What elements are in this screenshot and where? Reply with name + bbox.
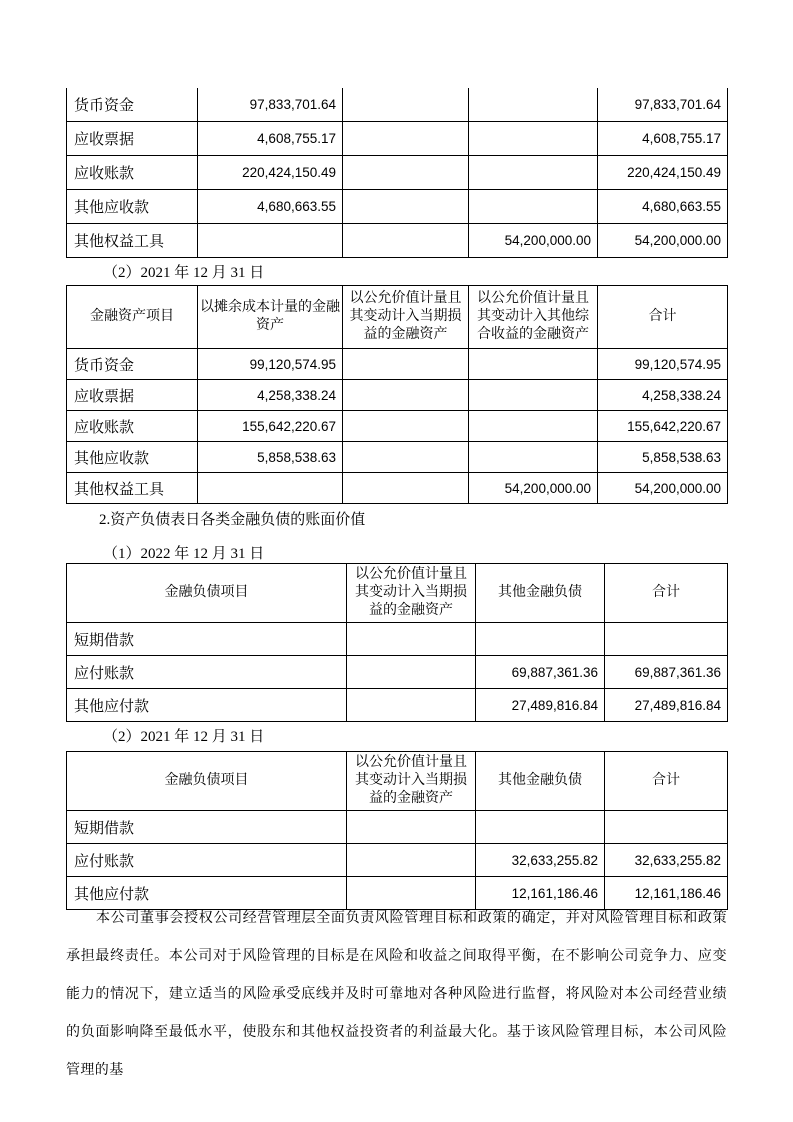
column-header: 金融资产项目 bbox=[67, 286, 198, 349]
subsection-heading-liabilities-2021: （2）2021 年 12 月 31 日 bbox=[103, 729, 265, 745]
amount-cell: 27,489,816.84 bbox=[476, 689, 605, 722]
column-header: 以公允价值计量且其变动计入其他综合收益的金融资产 bbox=[469, 286, 598, 349]
table-header-row bbox=[67, 752, 728, 811]
column-header: 其他金融负债 bbox=[476, 564, 605, 623]
amount-cell bbox=[343, 122, 469, 156]
column-header: 金融负债项目 bbox=[67, 564, 347, 623]
amount-cell: 97,833,701.64 bbox=[598, 88, 728, 122]
row-label: 其他应付款 bbox=[67, 877, 347, 910]
amount-cell: 155,642,220.67 bbox=[198, 411, 343, 442]
amount-cell: 99,120,574.95 bbox=[598, 349, 728, 380]
table-row bbox=[67, 623, 728, 656]
amount-cell: 5,858,538.63 bbox=[598, 442, 728, 473]
amount-cell bbox=[343, 190, 469, 224]
amount-cell: 4,680,663.55 bbox=[598, 190, 728, 224]
amount-cell: 4,258,338.24 bbox=[598, 380, 728, 411]
table-header-row bbox=[67, 564, 728, 623]
amount-cell: 155,642,220.67 bbox=[598, 411, 728, 442]
column-header: 以公允价值计量且其变动计入当期损益的金融资产 bbox=[347, 564, 476, 623]
amount-cell bbox=[343, 380, 469, 411]
amount-cell bbox=[347, 623, 476, 656]
row-label: 货币资金 bbox=[67, 88, 198, 122]
amount-cell bbox=[347, 844, 476, 877]
financial-liabilities-2022-table bbox=[66, 563, 728, 722]
row-label: 其他权益工具 bbox=[67, 224, 198, 258]
table-row bbox=[67, 380, 728, 411]
amount-cell bbox=[198, 473, 343, 504]
amount-cell bbox=[469, 380, 598, 411]
row-label: 应付账款 bbox=[67, 844, 347, 877]
column-header: 以摊余成本计量的金融资产 bbox=[198, 286, 343, 349]
risk-management-paragraph: 本公司董事会授权公司经营管理层全面负责风险管理目标和政策的确定，并对风险管理目标和政策承担最终责任。本公司对于风险管理的目标是在风险和收益之间取得平衡，在不影响公司竞争力、应变能力的情况下，建立适当的风险承受底线并及时可靠地对各种风险进行监督，将风险对本公司经营业绩的负面影响降至最低水平，使股东和其他权益投资者的利益最大化。基于该风险管理目标，本公司风险管理的基 bbox=[66, 911, 727, 1078]
table-row bbox=[67, 88, 728, 122]
amount-cell bbox=[343, 442, 469, 473]
table-row bbox=[67, 349, 728, 380]
amount-cell bbox=[476, 811, 605, 844]
amount-cell bbox=[605, 811, 728, 844]
amount-cell bbox=[469, 442, 598, 473]
amount-cell: 69,887,361.36 bbox=[605, 656, 728, 689]
amount-cell: 5,858,538.63 bbox=[198, 442, 343, 473]
amount-cell: 99,120,574.95 bbox=[198, 349, 343, 380]
row-label: 短期借款 bbox=[67, 623, 347, 656]
row-label: 短期借款 bbox=[67, 811, 347, 844]
amount-cell bbox=[347, 656, 476, 689]
financial-assets-2022-table bbox=[66, 88, 728, 258]
column-header: 以公允价值计量且其变动计入当期损益的金融资产 bbox=[343, 286, 469, 349]
row-label: 应收账款 bbox=[67, 411, 198, 442]
row-label: 其他应付款 bbox=[67, 689, 347, 722]
table-row bbox=[67, 156, 728, 190]
table-row bbox=[67, 122, 728, 156]
amount-cell bbox=[347, 811, 476, 844]
amount-cell bbox=[605, 623, 728, 656]
amount-cell: 69,887,361.36 bbox=[476, 656, 605, 689]
amount-cell: 220,424,150.49 bbox=[198, 156, 343, 190]
amount-cell: 220,424,150.49 bbox=[598, 156, 728, 190]
amount-cell: 32,633,255.82 bbox=[605, 844, 728, 877]
table-row bbox=[67, 689, 728, 722]
table-row bbox=[67, 811, 728, 844]
amount-cell bbox=[469, 190, 598, 224]
financial-assets-2021-table bbox=[66, 285, 728, 504]
table-row bbox=[67, 656, 728, 689]
amount-cell: 54,200,000.00 bbox=[469, 224, 598, 258]
subsection-heading-liabilities-2022: （1）2022 年 12 月 31 日 bbox=[103, 546, 265, 562]
column-header: 金融负债项目 bbox=[67, 752, 347, 811]
amount-cell: 32,633,255.82 bbox=[476, 844, 605, 877]
row-label: 应付账款 bbox=[67, 656, 347, 689]
row-label: 其他权益工具 bbox=[67, 473, 198, 504]
row-label: 应收票据 bbox=[67, 380, 198, 411]
amount-cell: 54,200,000.00 bbox=[598, 224, 728, 258]
amount-cell bbox=[343, 224, 469, 258]
amount-cell bbox=[469, 156, 598, 190]
amount-cell: 54,200,000.00 bbox=[598, 473, 728, 504]
amount-cell: 4,258,338.24 bbox=[198, 380, 343, 411]
amount-cell bbox=[469, 349, 598, 380]
amount-cell bbox=[198, 224, 343, 258]
amount-cell bbox=[343, 349, 469, 380]
amount-cell: 12,161,186.46 bbox=[476, 877, 605, 910]
table-row bbox=[67, 411, 728, 442]
amount-cell: 12,161,186.46 bbox=[605, 877, 728, 910]
table-row bbox=[67, 442, 728, 473]
row-label: 货币资金 bbox=[67, 349, 198, 380]
amount-cell: 4,680,663.55 bbox=[198, 190, 343, 224]
amount-cell: 54,200,000.00 bbox=[469, 473, 598, 504]
section-title-liabilities: 2.资产负债表日各类金融负债的账面价值 bbox=[99, 512, 366, 528]
amount-cell: 27,489,816.84 bbox=[605, 689, 728, 722]
column-header: 以公允价值计量且其变动计入当期损益的金融资产 bbox=[347, 752, 476, 811]
amount-cell: 97,833,701.64 bbox=[198, 88, 343, 122]
amount-cell bbox=[343, 473, 469, 504]
amount-cell bbox=[347, 689, 476, 722]
table-row bbox=[67, 190, 728, 224]
subsection-heading-assets-2021: （2）2021 年 12 月 31 日 bbox=[103, 265, 265, 281]
amount-cell bbox=[469, 122, 598, 156]
row-label: 其他应收款 bbox=[67, 442, 198, 473]
amount-cell: 4,608,755.17 bbox=[198, 122, 343, 156]
amount-cell bbox=[469, 88, 598, 122]
column-header: 其他金融负债 bbox=[476, 752, 605, 811]
financial-liabilities-2021-table bbox=[66, 751, 728, 910]
amount-cell bbox=[476, 623, 605, 656]
column-header: 合计 bbox=[605, 752, 728, 811]
amount-cell: 4,608,755.17 bbox=[598, 122, 728, 156]
amount-cell bbox=[343, 411, 469, 442]
column-header: 合计 bbox=[598, 286, 728, 349]
table-row bbox=[67, 473, 728, 504]
amount-cell bbox=[469, 411, 598, 442]
amount-cell bbox=[343, 156, 469, 190]
row-label: 应收票据 bbox=[67, 122, 198, 156]
row-label: 其他应收款 bbox=[67, 190, 198, 224]
table-row bbox=[67, 844, 728, 877]
table-row bbox=[67, 224, 728, 258]
row-label: 应收账款 bbox=[67, 156, 198, 190]
table-header-row bbox=[67, 286, 728, 349]
amount-cell bbox=[343, 88, 469, 122]
column-header: 合计 bbox=[605, 564, 728, 623]
